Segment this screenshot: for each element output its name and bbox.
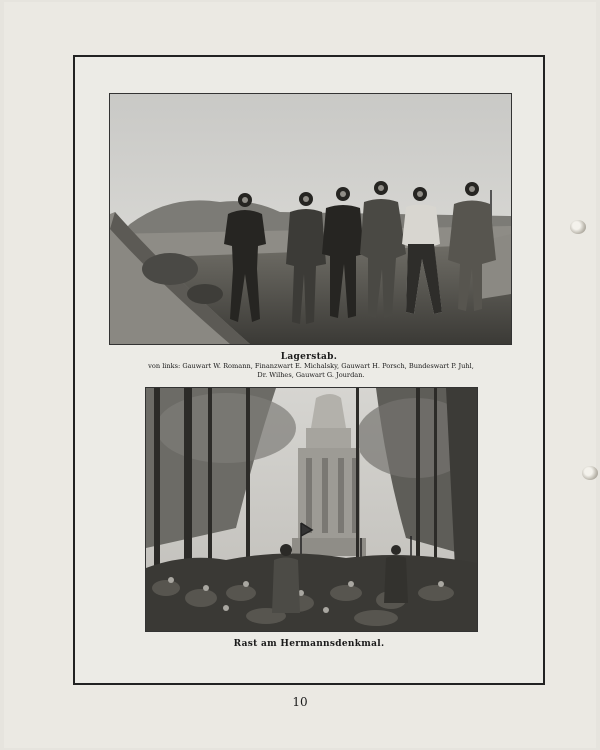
- photo1-caption-title: Lagerstab.: [280, 352, 338, 362]
- photo-hermannsdenkmal-image: [146, 388, 477, 631]
- photo-lagerstab: [109, 93, 512, 345]
- punch-hole-bottom: [582, 466, 598, 480]
- photo1-caption-line2: Dr. Wilhes, Gauwart G. Jourdan.: [257, 371, 365, 379]
- punch-hole-top: [570, 220, 586, 234]
- page-number: 10: [292, 695, 308, 709]
- photo-lagerstab-image: [110, 94, 511, 344]
- page-frame: [73, 55, 545, 685]
- photo2-caption-title: Rast am Hermannsdenkmal.: [233, 639, 385, 649]
- photo1-caption-text: [115, 362, 507, 380]
- photo-hermannsdenkmal: [145, 387, 478, 632]
- photo1-caption-line1: von links: Gauwart W. Romann, Finanzwart E. Michalsky, Gauwart H. Porsch, Bundeswart P. Juhl,: [148, 362, 474, 370]
